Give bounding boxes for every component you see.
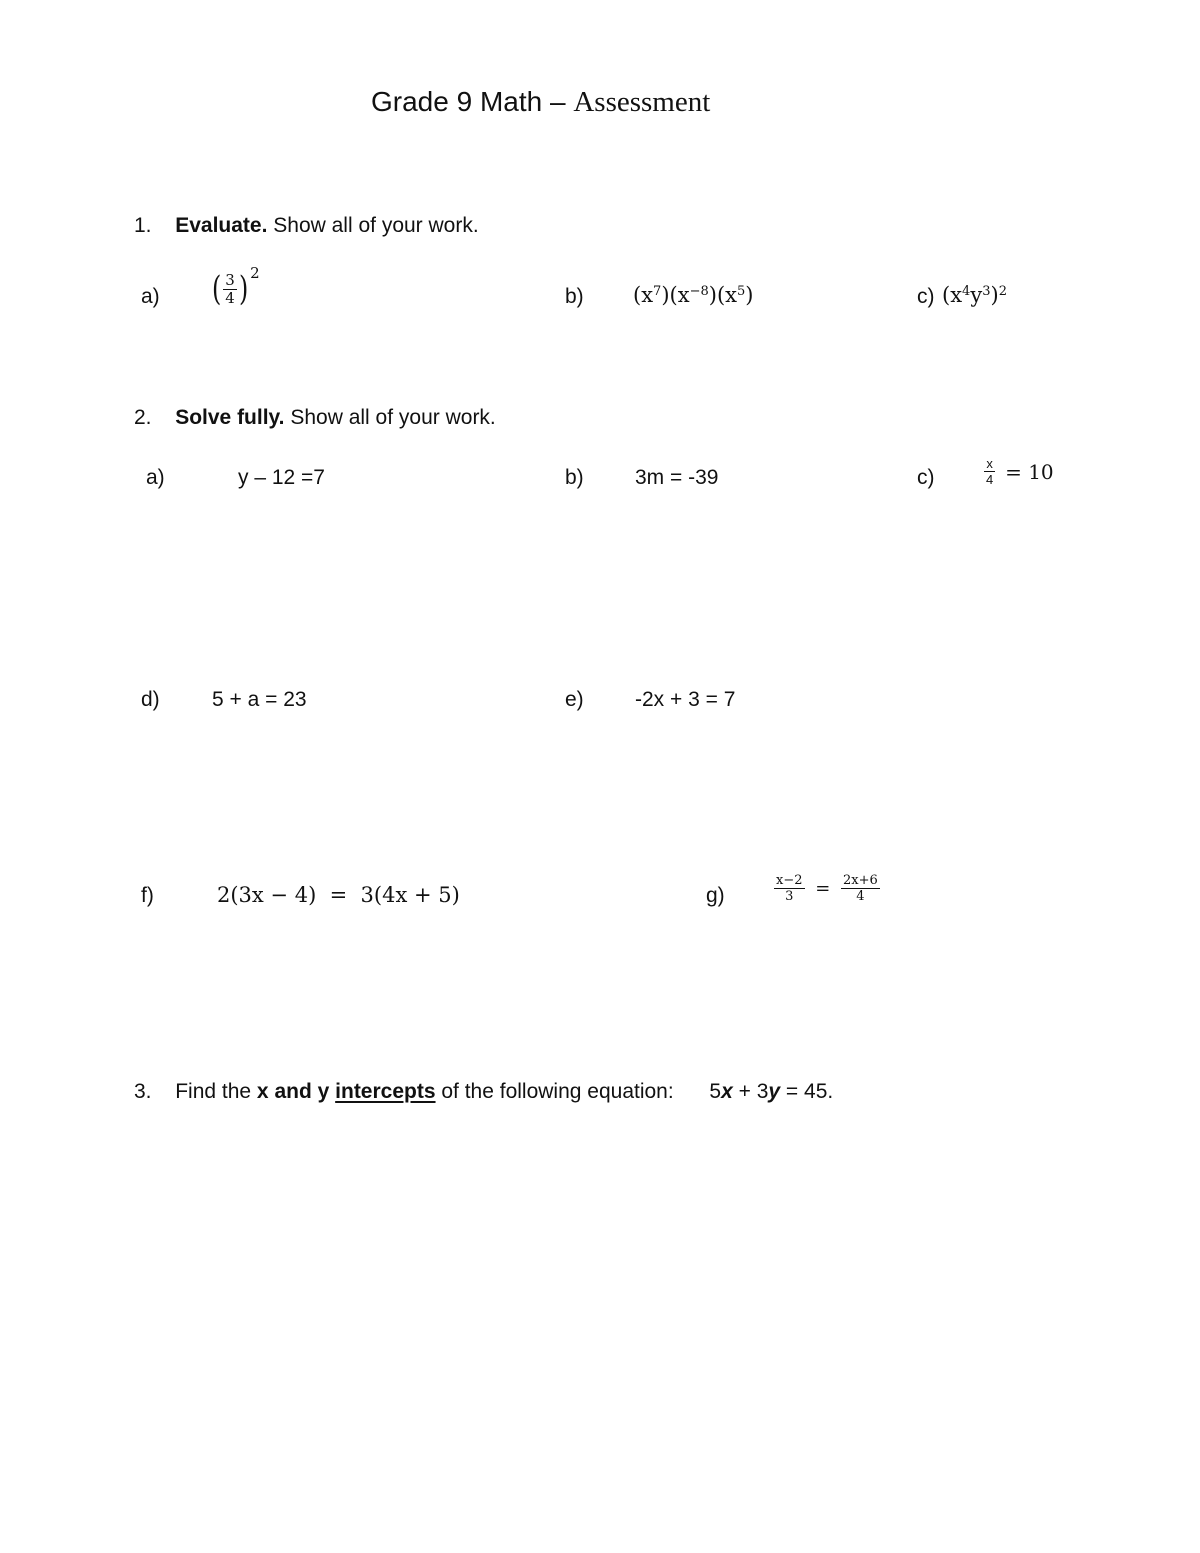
q1b-part: )(x [708, 283, 737, 307]
q2e-label: e) [565, 688, 584, 711]
q1a-label: a) [141, 285, 160, 308]
q3-eq-x: x [721, 1080, 733, 1103]
q1a-denominator: 4 [225, 288, 235, 307]
q2g-left-numerator: x−2 [776, 873, 803, 888]
q3-text-intercepts: intercepts [335, 1080, 436, 1103]
q1-instruction-bold: Evaluate. [175, 214, 268, 237]
q1a-numerator: 3 [225, 270, 235, 289]
q1a-expression: ( $\frac{3}{4}$ ) $^2$ [211, 264, 260, 309]
q2c-fraction [984, 457, 995, 486]
q1b-exp: 5 [736, 283, 746, 299]
q2d-expression: 5 + a = 23 [212, 688, 307, 711]
q2-heading [134, 406, 496, 430]
q2a-label: a) [146, 466, 165, 489]
q1-number: 1. [134, 214, 152, 237]
q2g-expression [774, 874, 880, 903]
q1c-exp: 3 [982, 283, 991, 299]
q3-heading [134, 1080, 833, 1104]
q2b-expression: 3m = -39 [635, 466, 719, 489]
q1b-expression [633, 283, 753, 307]
q3-eq-part: + 3 [732, 1080, 769, 1103]
title-second: Assessment [573, 86, 711, 118]
q3-eq-part: 5 [709, 1080, 722, 1103]
q2-number: 2. [134, 406, 152, 429]
q3-text-y: y [317, 1080, 330, 1103]
q2d-label: d) [141, 688, 160, 711]
q3-number: 3. [134, 1080, 152, 1103]
q2g-left-fraction [774, 874, 805, 903]
q1c-label: c) [917, 285, 935, 308]
q1b-part: ) [745, 283, 754, 307]
q3-text-x: x [256, 1080, 269, 1103]
q2e-expression: -2x + 3 = 7 [635, 688, 736, 711]
q3-text: of the following equation: [435, 1080, 674, 1103]
q1c-part: (x [942, 283, 963, 307]
q2-instruction-bold: Solve fully. [175, 406, 285, 429]
q2g-label: g) [706, 884, 725, 907]
title-main: Grade 9 Math [371, 86, 543, 117]
q2c-denominator: 4 [986, 472, 994, 487]
page-title [371, 86, 710, 119]
q3-eq-part: = 45. [780, 1080, 834, 1103]
q2c-numerator: x [986, 456, 993, 471]
q2g-equals: = [815, 878, 831, 899]
q2g-right-fraction [841, 874, 880, 903]
q1b-label: b) [565, 285, 584, 308]
q2c-rhs: = 10 [1005, 459, 1054, 484]
q2g-right-numerator: 2x+6 [842, 873, 878, 888]
q1a-fraction [223, 270, 237, 307]
q1b-exp: −8 [689, 283, 709, 299]
q1b-part: (x [633, 283, 654, 307]
q1b-part: )(x [661, 283, 690, 307]
q1c-part: y [970, 283, 983, 307]
q2f-label: f) [141, 884, 154, 907]
q3-eq-y: y [768, 1080, 781, 1103]
q2f-expression: 2(3x − 4) = 3(4x + 5) [217, 883, 460, 907]
title-dash: – [542, 86, 574, 117]
q3-equation [709, 1080, 833, 1103]
q1c-exp: 4 [962, 283, 971, 299]
q3-text-and: and [268, 1080, 318, 1103]
q1b-exp: 7 [653, 283, 662, 299]
q2a-expression: y – 12 =7 [238, 466, 325, 489]
q2c-label: c) [917, 466, 935, 489]
q2g-right-denominator: 4 [856, 889, 865, 904]
q1-heading [134, 214, 479, 238]
q1a-exponent: 2 [250, 264, 260, 282]
q2b-label: b) [565, 466, 584, 489]
q2g-left-denominator: 3 [785, 889, 794, 904]
q1-instruction-rest: Show all of your work. [267, 214, 479, 237]
q1c-expression [942, 283, 1007, 307]
q2-instruction-rest: Show all of your work. [284, 406, 496, 429]
q1c-part: ) [990, 283, 999, 307]
q3-text: Find the [175, 1080, 257, 1103]
q2c-expression [984, 457, 1054, 486]
q1c-exp: 2 [998, 283, 1007, 299]
